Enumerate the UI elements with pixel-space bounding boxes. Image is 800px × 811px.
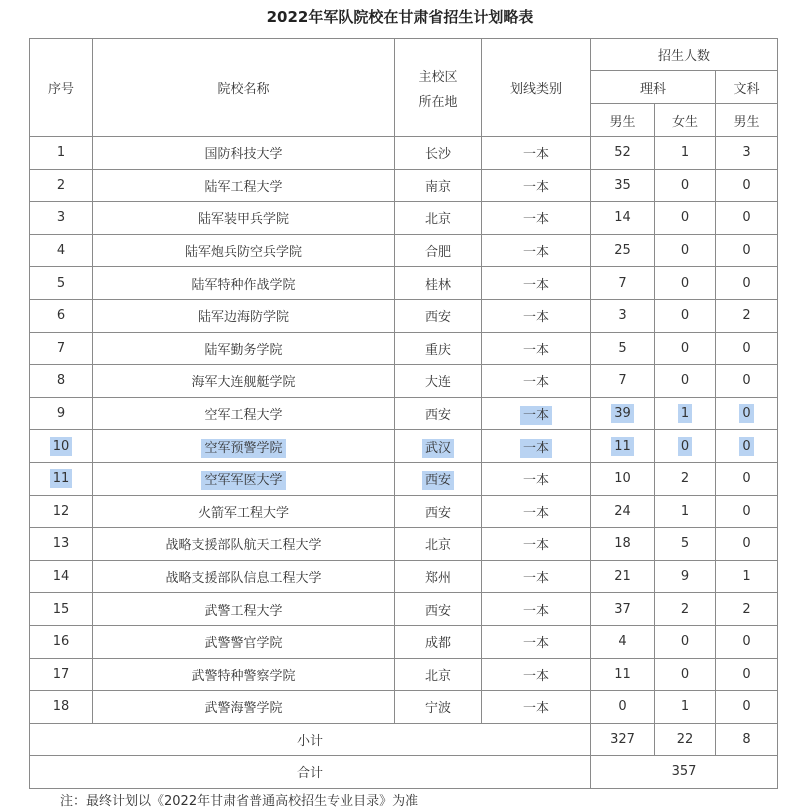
seq-cell: 6 <box>30 299 93 332</box>
science-female-cell: 1 <box>655 495 716 528</box>
school-name-cell: 陆军勤务学院 <box>93 332 395 365</box>
science-female-cell: 0 <box>655 234 716 267</box>
science-female-cell: 0 <box>655 299 716 332</box>
campus-city-cell: 西安 <box>395 299 482 332</box>
campus-city-cell: 桂林 <box>395 267 482 300</box>
table-row <box>30 267 778 300</box>
science-male-cell: 10 <box>591 462 655 495</box>
header-enrollment: 招生人数 <box>591 39 778 71</box>
header-science-male: 男生 <box>591 104 655 137</box>
school-name-cell: 陆军边海防学院 <box>93 299 395 332</box>
school-name-cell: 武警特种警察学院 <box>93 658 395 691</box>
science-female-cell <box>655 430 716 463</box>
seq-cell: 14 <box>30 560 93 593</box>
table-row <box>30 234 778 267</box>
campus-city-cell: 南京 <box>395 169 482 202</box>
selected-text: 0 <box>678 437 692 456</box>
school-name-cell: 空军工程大学 <box>93 397 395 430</box>
seq-cell: 15 <box>30 593 93 626</box>
school-name-cell: 武警海警学院 <box>93 691 395 724</box>
arts-male-cell: 0 <box>716 267 778 300</box>
science-female-cell: 2 <box>655 593 716 626</box>
science-female-cell: 0 <box>655 267 716 300</box>
campus-city-cell: 成都 <box>395 625 482 658</box>
science-female-cell: 1 <box>655 137 716 170</box>
school-name-cell <box>93 430 395 463</box>
seq-cell: 17 <box>30 658 93 691</box>
arts-male-cell: 0 <box>716 332 778 365</box>
science-male-cell: 14 <box>591 202 655 235</box>
arts-male-cell: 0 <box>716 691 778 724</box>
category-cell: 一本 <box>482 137 591 170</box>
arts-male-cell: 2 <box>716 299 778 332</box>
table-row <box>30 397 778 430</box>
category-cell: 一本 <box>482 593 591 626</box>
header-school-name: 院校名称 <box>93 39 395 137</box>
footnote: 注：最终计划以《2022年甘肃省普通高校招生专业目录》为准 <box>60 794 419 809</box>
campus-city-cell: 北京 <box>395 202 482 235</box>
campus-city-cell: 郑州 <box>395 560 482 593</box>
school-name-cell: 武警工程大学 <box>93 593 395 626</box>
school-name-cell <box>93 462 395 495</box>
seq-cell: 12 <box>30 495 93 528</box>
campus-city-cell: 西安 <box>395 593 482 626</box>
science-female-cell <box>655 397 716 430</box>
seq-cell <box>30 462 93 495</box>
arts-male-cell: 0 <box>716 495 778 528</box>
table-row <box>30 625 778 658</box>
campus-city-cell: 西安 <box>395 397 482 430</box>
table-row <box>30 528 778 561</box>
science-female-cell: 2 <box>655 462 716 495</box>
science-female-cell: 0 <box>655 169 716 202</box>
science-male-cell: 5 <box>591 332 655 365</box>
table-row <box>30 332 778 365</box>
total-value: 357 <box>591 755 778 788</box>
arts-male-cell: 1 <box>716 560 778 593</box>
selected-text: 11 <box>50 469 73 488</box>
campus-city-cell <box>395 430 482 463</box>
subtotal-arts-male: 8 <box>716 723 778 755</box>
school-name-cell: 陆军炮兵防空兵学院 <box>93 234 395 267</box>
category-cell: 一本 <box>482 299 591 332</box>
header-campus <box>395 39 482 137</box>
school-name-cell: 陆军装甲兵学院 <box>93 202 395 235</box>
table-row <box>30 462 778 495</box>
category-cell: 一本 <box>482 495 591 528</box>
selected-text: 空军预警学院 <box>201 439 285 458</box>
science-female-cell: 0 <box>655 365 716 398</box>
arts-male-cell <box>716 397 778 430</box>
campus-city-cell: 西安 <box>395 495 482 528</box>
category-cell: 一本 <box>482 332 591 365</box>
selected-text: 39 <box>611 404 634 423</box>
science-female-cell: 1 <box>655 691 716 724</box>
header-arts: 文科 <box>716 71 778 104</box>
science-male-cell: 35 <box>591 169 655 202</box>
science-male-cell: 11 <box>591 658 655 691</box>
table-body <box>30 137 778 724</box>
arts-male-cell: 0 <box>716 658 778 691</box>
arts-male-cell <box>716 430 778 463</box>
seq-cell: 2 <box>30 169 93 202</box>
arts-male-cell: 0 <box>716 202 778 235</box>
science-male-cell: 24 <box>591 495 655 528</box>
campus-city-cell: 长沙 <box>395 137 482 170</box>
science-female-cell: 0 <box>655 332 716 365</box>
seq-cell <box>30 430 93 463</box>
category-cell <box>482 430 591 463</box>
science-male-cell: 3 <box>591 299 655 332</box>
category-cell: 一本 <box>482 267 591 300</box>
header-arts-male: 男生 <box>716 104 778 137</box>
school-name-cell: 战略支援部队信息工程大学 <box>93 560 395 593</box>
table-row <box>30 430 778 463</box>
arts-male-cell: 2 <box>716 593 778 626</box>
selected-text: 10 <box>50 437 73 456</box>
selected-text: 0 <box>739 404 753 423</box>
category-cell: 一本 <box>482 625 591 658</box>
total-label: 合计 <box>30 755 591 788</box>
header-seq: 序号 <box>30 39 93 137</box>
campus-city-cell: 宁波 <box>395 691 482 724</box>
campus-city-cell: 合肥 <box>395 234 482 267</box>
science-male-cell: 21 <box>591 560 655 593</box>
seq-cell: 9 <box>30 397 93 430</box>
campus-city-cell: 重庆 <box>395 332 482 365</box>
seq-cell: 5 <box>30 267 93 300</box>
header-campus-line2: 所在地 <box>418 94 458 110</box>
school-name-cell: 武警警官学院 <box>93 625 395 658</box>
category-cell: 一本 <box>482 169 591 202</box>
science-male-cell <box>591 397 655 430</box>
campus-city-cell: 北京 <box>395 658 482 691</box>
seq-cell: 3 <box>30 202 93 235</box>
school-name-cell: 陆军工程大学 <box>93 169 395 202</box>
school-name-cell: 国防科技大学 <box>93 137 395 170</box>
category-cell <box>482 397 591 430</box>
enrollment-table <box>29 38 778 789</box>
arts-male-cell: 0 <box>716 462 778 495</box>
school-name-cell: 战略支援部队航天工程大学 <box>93 528 395 561</box>
science-male-cell: 7 <box>591 267 655 300</box>
category-cell: 一本 <box>482 365 591 398</box>
category-cell: 一本 <box>482 691 591 724</box>
header-science-female: 女生 <box>655 104 716 137</box>
arts-male-cell: 3 <box>716 137 778 170</box>
selected-text: 1 <box>678 404 692 423</box>
science-male-cell: 7 <box>591 365 655 398</box>
science-female-cell: 9 <box>655 560 716 593</box>
subtotal-label: 小计 <box>30 723 591 755</box>
category-cell: 一本 <box>482 658 591 691</box>
science-male-cell: 37 <box>591 593 655 626</box>
seq-cell: 18 <box>30 691 93 724</box>
page-title: 2022年军队院校在甘肃省招生计划略表 <box>266 8 534 26</box>
category-cell: 一本 <box>482 202 591 235</box>
arts-male-cell: 0 <box>716 169 778 202</box>
science-male-cell: 0 <box>591 691 655 724</box>
campus-city-cell: 北京 <box>395 528 482 561</box>
header-category: 划线类别 <box>482 39 591 137</box>
seq-cell: 4 <box>30 234 93 267</box>
seq-cell: 7 <box>30 332 93 365</box>
subtotal-science-female: 22 <box>655 723 716 755</box>
table-row <box>30 137 778 170</box>
category-cell: 一本 <box>482 560 591 593</box>
seq-cell: 8 <box>30 365 93 398</box>
header-campus-line1: 主校区 <box>418 69 458 85</box>
campus-city-cell: 大连 <box>395 365 482 398</box>
table-row <box>30 365 778 398</box>
header-science: 理科 <box>591 71 716 104</box>
arts-male-cell: 0 <box>716 234 778 267</box>
selected-text: 一本 <box>520 439 552 458</box>
selected-text: 11 <box>611 437 634 456</box>
science-female-cell: 0 <box>655 625 716 658</box>
arts-male-cell: 0 <box>716 625 778 658</box>
selected-text: 空军军医大学 <box>201 471 285 490</box>
science-male-cell: 52 <box>591 137 655 170</box>
science-male-cell: 4 <box>591 625 655 658</box>
selected-text: 一本 <box>520 406 552 425</box>
table-row <box>30 299 778 332</box>
science-female-cell: 0 <box>655 658 716 691</box>
selected-text: 0 <box>739 437 753 456</box>
table-row <box>30 495 778 528</box>
seq-cell: 13 <box>30 528 93 561</box>
selected-text: 西安 <box>422 471 454 490</box>
school-name-cell: 海军大连舰艇学院 <box>93 365 395 398</box>
table-row <box>30 691 778 724</box>
school-name-cell: 陆军特种作战学院 <box>93 267 395 300</box>
category-cell: 一本 <box>482 234 591 267</box>
table-row <box>30 560 778 593</box>
table-row <box>30 658 778 691</box>
arts-male-cell: 0 <box>716 528 778 561</box>
science-male-cell <box>591 430 655 463</box>
subtotal-science-male: 327 <box>591 723 655 755</box>
science-male-cell: 25 <box>591 234 655 267</box>
seq-cell: 16 <box>30 625 93 658</box>
campus-city-cell <box>395 462 482 495</box>
category-cell: 一本 <box>482 462 591 495</box>
science-female-cell: 0 <box>655 202 716 235</box>
school-name-cell: 火箭军工程大学 <box>93 495 395 528</box>
science-female-cell: 5 <box>655 528 716 561</box>
seq-cell: 1 <box>30 137 93 170</box>
selected-text: 武汉 <box>422 439 454 458</box>
science-male-cell: 18 <box>591 528 655 561</box>
category-cell: 一本 <box>482 528 591 561</box>
table-row <box>30 169 778 202</box>
table-row <box>30 593 778 626</box>
table-row <box>30 202 778 235</box>
arts-male-cell: 0 <box>716 365 778 398</box>
